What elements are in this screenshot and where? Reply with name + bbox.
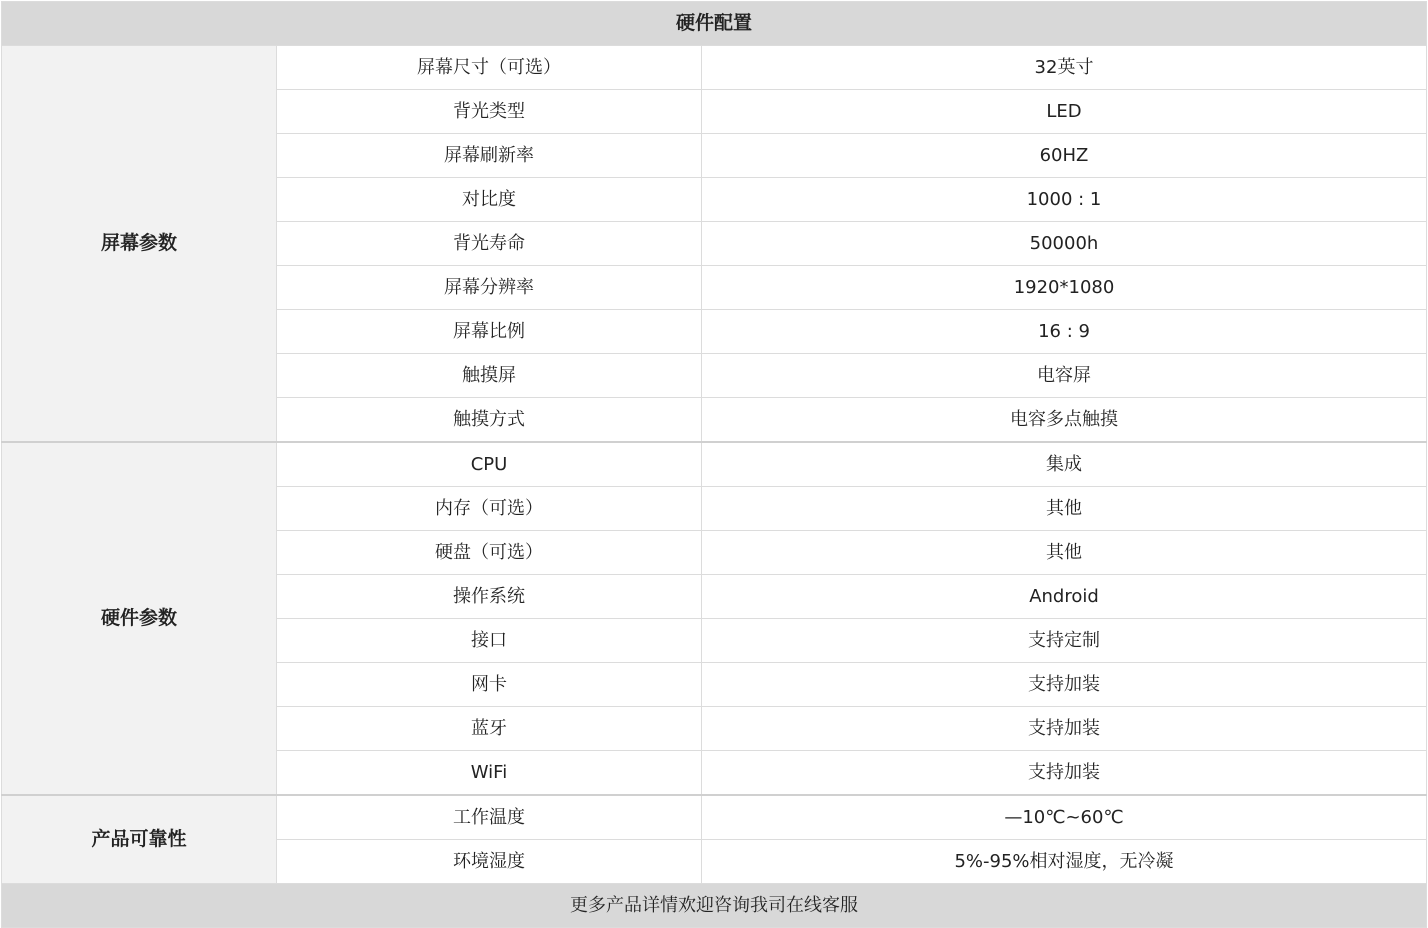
spec-value: 32英寸 (702, 46, 1427, 90)
spec-value: 50000h (702, 222, 1427, 266)
spec-name: 触摸屏 (277, 354, 702, 398)
group-label: 硬件参数 (2, 442, 277, 795)
spec-value: Android (702, 575, 1427, 619)
spec-name: CPU (277, 442, 702, 487)
spec-value: 5%-95%相对湿度，无冷凝 (702, 840, 1427, 884)
spec-value: 电容多点触摸 (702, 398, 1427, 443)
spec-name: 背光类型 (277, 90, 702, 134)
spec-name: 内存（可选） (277, 487, 702, 531)
table-footer-row (2, 884, 1427, 928)
table-row (2, 442, 1427, 487)
spec-name: 蓝牙 (277, 707, 702, 751)
spec-table-body (2, 2, 1427, 928)
spec-name: 对比度 (277, 178, 702, 222)
table-row (2, 795, 1427, 840)
spec-name: 操作系统 (277, 575, 702, 619)
spec-name: 屏幕尺寸（可选） (277, 46, 702, 90)
spec-value: —10℃~60℃ (702, 795, 1427, 840)
spec-value: 支持定制 (702, 619, 1427, 663)
spec-value: 60HZ (702, 134, 1427, 178)
table-title: 硬件配置 (2, 2, 1427, 46)
group-label: 产品可靠性 (2, 795, 277, 884)
table-row (2, 46, 1427, 90)
spec-name: 网卡 (277, 663, 702, 707)
spec-name: 工作温度 (277, 795, 702, 840)
spec-name: 屏幕分辨率 (277, 266, 702, 310)
spec-value: 支持加装 (702, 707, 1427, 751)
spec-name: 环境湿度 (277, 840, 702, 884)
spec-sheet (1, 1, 1426, 925)
spec-value: 电容屏 (702, 354, 1427, 398)
spec-name: 背光寿命 (277, 222, 702, 266)
spec-value: 支持加装 (702, 663, 1427, 707)
spec-name: 屏幕刷新率 (277, 134, 702, 178)
spec-name: 硬盘（可选） (277, 531, 702, 575)
spec-value: LED (702, 90, 1427, 134)
spec-value: 其他 (702, 531, 1427, 575)
spec-name: 触摸方式 (277, 398, 702, 443)
table-header-row (2, 2, 1427, 46)
hardware-spec-table (1, 1, 1427, 928)
spec-value: 其他 (702, 487, 1427, 531)
footer-note: 更多产品详情欢迎咨询我司在线客服 (2, 884, 1427, 928)
spec-value: 1000 : 1 (702, 178, 1427, 222)
spec-value: 16 : 9 (702, 310, 1427, 354)
spec-value: 集成 (702, 442, 1427, 487)
group-label: 屏幕参数 (2, 46, 277, 443)
spec-name: 屏幕比例 (277, 310, 702, 354)
spec-name: 接口 (277, 619, 702, 663)
spec-value: 1920*1080 (702, 266, 1427, 310)
spec-value: 支持加装 (702, 751, 1427, 796)
spec-name: WiFi (277, 751, 702, 796)
